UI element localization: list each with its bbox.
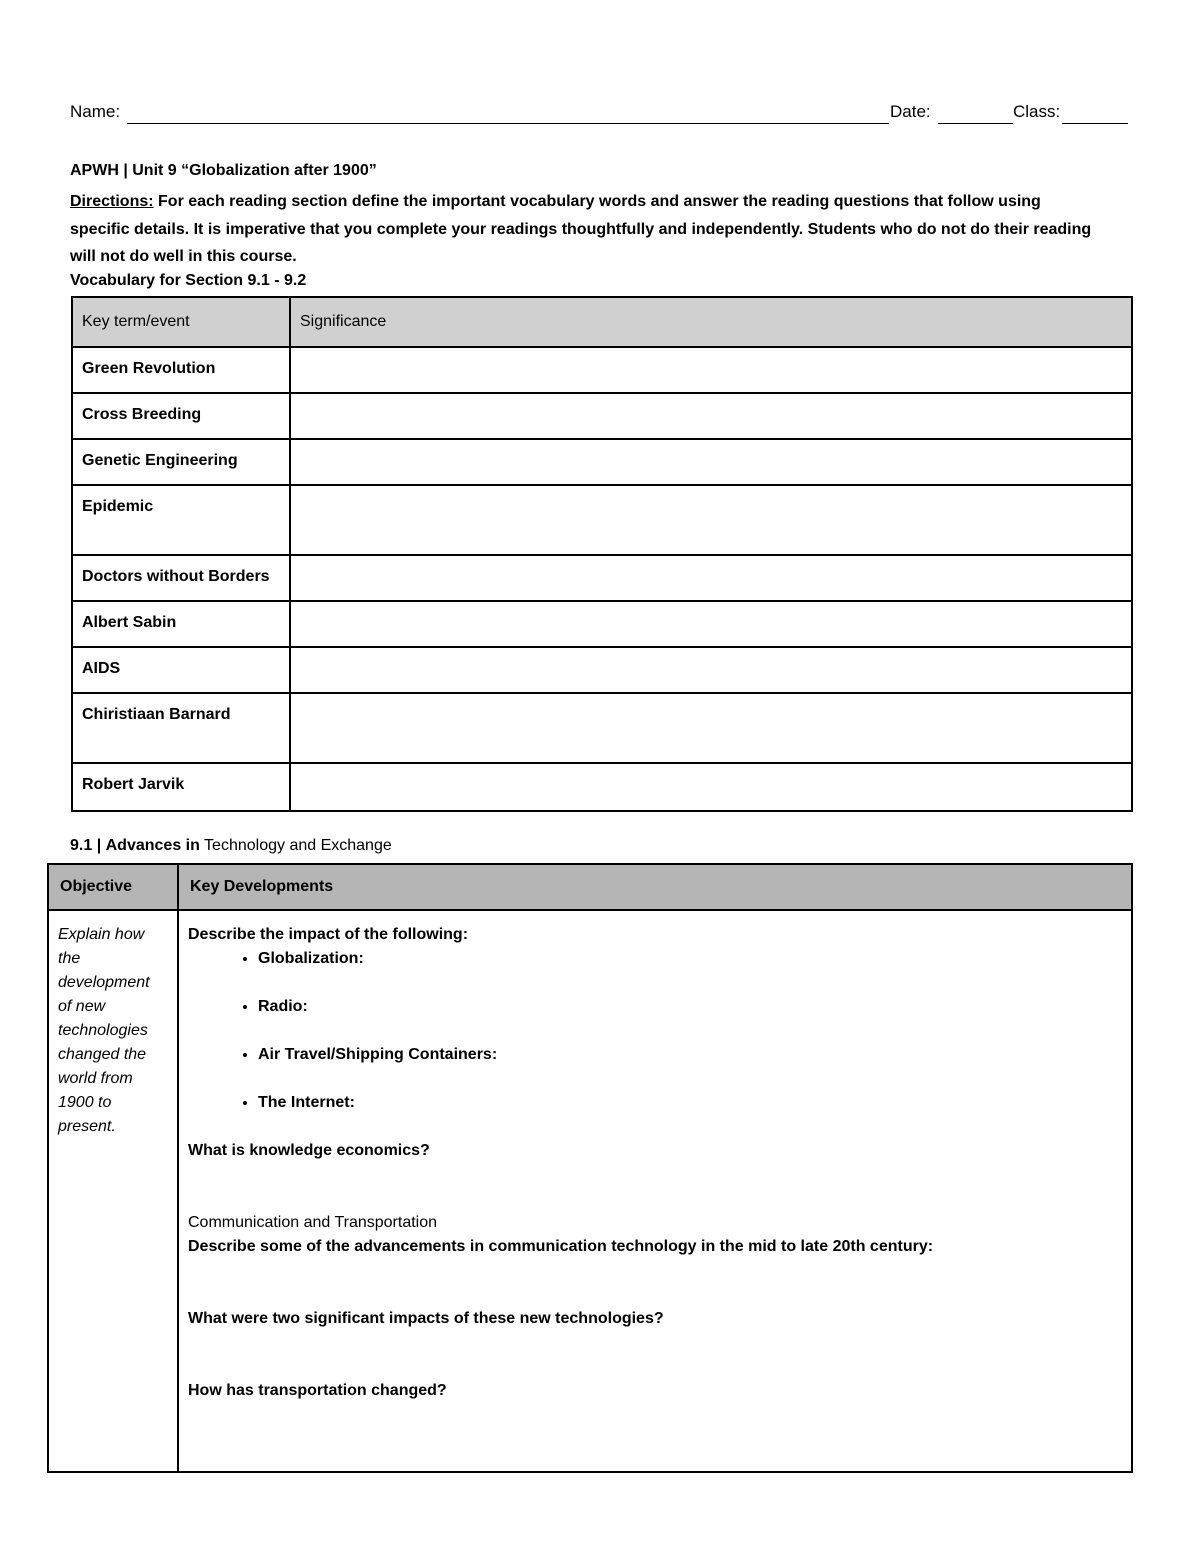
list-item: • Globalization: — [258, 947, 1122, 971]
section-title-bold: Advances in — [105, 837, 200, 854]
directions-label: Directions: — [70, 193, 154, 210]
significance-cell[interactable] — [290, 485, 1132, 555]
vocab-table — [71, 296, 1133, 812]
describe-prompt: Describe the impact of the following: — [188, 926, 469, 943]
list-item: • The Internet: — [258, 1091, 1122, 1115]
vocab-header-row — [72, 297, 1132, 347]
significance-cell[interactable] — [290, 347, 1132, 393]
name-blank[interactable] — [127, 123, 889, 124]
objective-table — [47, 863, 1133, 1473]
vocab-heading: Vocabulary for Section 9.1 - 9.2 — [70, 272, 307, 289]
table-row — [72, 439, 1132, 485]
class-label: Class: — [1013, 102, 1061, 121]
impact-list — [188, 947, 1122, 1115]
significance-cell[interactable] — [290, 555, 1132, 601]
transport-question: How has transportation changed? — [188, 1382, 447, 1399]
objective-header: Objective — [48, 864, 178, 910]
significance-cell[interactable] — [290, 693, 1132, 763]
date-blank[interactable] — [938, 123, 1013, 124]
header-line — [70, 102, 1128, 128]
term-cell: Green Revolution — [72, 347, 290, 393]
table-row — [72, 347, 1132, 393]
worksheet-title: APWH | Unit 9 “Globalization after 1900” — [70, 162, 377, 179]
key-developments — [188, 923, 1122, 1403]
term-cell: Albert Sabin — [72, 601, 290, 647]
impacts-question: What were two significant impacts of these new technologies? — [188, 1310, 664, 1327]
table-row — [72, 763, 1132, 811]
term-cell: Chiristiaan Barnard — [72, 693, 290, 763]
comm-heading: Communication and Transportation — [188, 1214, 438, 1231]
section-title-rest: Technology and Exchange — [199, 837, 392, 854]
key-term-header: Key term/event — [72, 297, 290, 347]
objective-cell — [48, 910, 178, 1472]
term-cell: Genetic Engineering — [72, 439, 290, 485]
directions — [70, 188, 1100, 271]
table-row — [72, 647, 1132, 693]
table-row — [72, 485, 1132, 555]
key-developments-cell[interactable] — [178, 910, 1132, 1472]
comm-prompt: Describe some of the advancements in communication technology in the mid to late 20th century: — [188, 1238, 934, 1255]
significance-cell[interactable] — [290, 763, 1132, 811]
table-row — [72, 693, 1132, 763]
significance-cell[interactable] — [290, 601, 1132, 647]
key-developments-header: Key Developments — [178, 864, 1132, 910]
significance-cell[interactable] — [290, 393, 1132, 439]
table-row — [72, 555, 1132, 601]
significance-header: Significance — [290, 297, 1132, 347]
term-cell: Epidemic — [72, 485, 290, 555]
term-cell: Robert Jarvik — [72, 763, 290, 811]
objective-text: Explain how the development of new technologies changed the world from 1900 to present. — [58, 926, 150, 1135]
table-row — [72, 601, 1132, 647]
directions-text: For each reading section define the important vocabulary words and answer the reading questions that follow using specific details. It is imperative that you complete your readings thoughtfully and independently. Students who do not do their reading will not do well in this course. — [70, 193, 1092, 265]
objective-row — [48, 910, 1132, 1472]
term-cell: Cross Breeding — [72, 393, 290, 439]
table-row — [72, 393, 1132, 439]
term-cell: AIDS — [72, 647, 290, 693]
knowledge-question: What is knowledge economics? — [188, 1142, 430, 1159]
section-heading — [70, 837, 392, 855]
significance-cell[interactable] — [290, 647, 1132, 693]
date-label: Date: — [890, 102, 931, 121]
class-blank[interactable] — [1062, 123, 1128, 124]
term-cell: Doctors without Borders — [72, 555, 290, 601]
name-label: Name: — [70, 102, 121, 121]
significance-cell[interactable] — [290, 439, 1132, 485]
objective-header-row — [48, 864, 1132, 910]
section-number: 9.1 | — [70, 837, 102, 854]
list-item: • Air Travel/Shipping Containers: — [258, 1043, 1122, 1067]
list-item: • Radio: — [258, 995, 1122, 1019]
